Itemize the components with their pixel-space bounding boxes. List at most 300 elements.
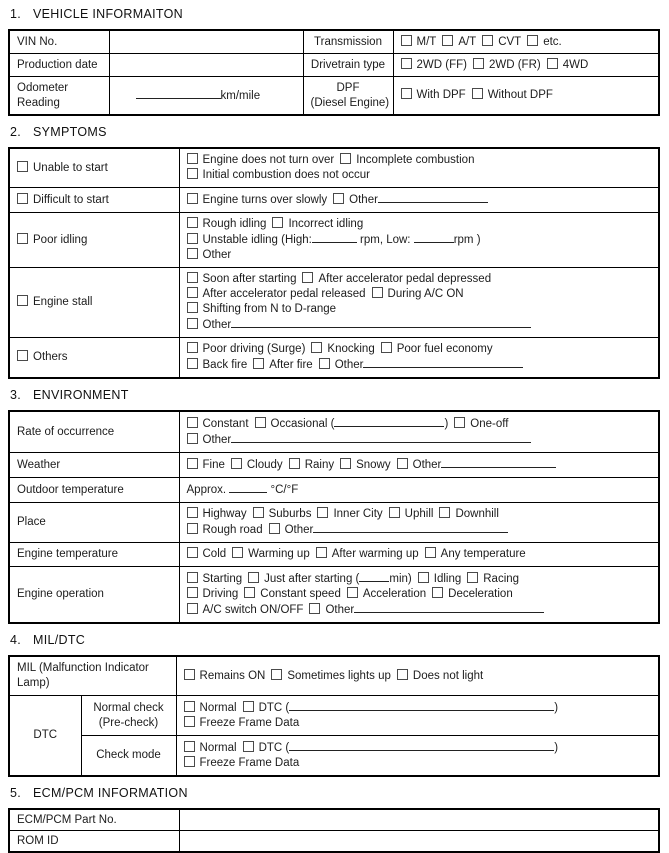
- checkbox-icon[interactable]: [187, 523, 198, 534]
- value-cell: [179, 411, 659, 453]
- checkbox-icon[interactable]: [17, 350, 28, 361]
- text-span: ): [554, 742, 559, 754]
- text-span: Transmission: [314, 35, 382, 48]
- form-line: [17, 350, 172, 365]
- checkbox-icon[interactable]: [311, 342, 322, 353]
- section-title: [9, 633, 661, 648]
- checkbox-icon[interactable]: [319, 358, 330, 369]
- label-cell: [9, 696, 81, 777]
- checkbox-icon[interactable]: [482, 35, 493, 46]
- text-span: Production date: [17, 58, 98, 71]
- text-span: Other: [284, 524, 314, 536]
- form-table: [8, 410, 660, 624]
- checkbox-icon[interactable]: [187, 572, 198, 583]
- text-span: 2WD (FF): [416, 58, 467, 71]
- text-span: Incorrect idling: [288, 218, 364, 230]
- form-line: [311, 35, 386, 50]
- text-span: Other: [202, 249, 232, 261]
- text-span: °C/°F: [267, 484, 299, 496]
- text-span: Normal: [199, 742, 237, 754]
- text-span: Freeze Frame Data: [199, 757, 300, 769]
- checkbox-icon[interactable]: [253, 358, 264, 369]
- checkbox-icon[interactable]: [372, 287, 383, 298]
- text-span: VIN No.: [17, 35, 58, 48]
- form-line: [187, 547, 652, 562]
- text-span: km/mile: [220, 89, 261, 102]
- form-line: [17, 587, 172, 602]
- text-span: Other: [349, 194, 378, 206]
- text-span: (Diesel Engine): [310, 96, 390, 109]
- value-cell: [179, 809, 659, 831]
- form-table: [8, 808, 660, 853]
- form-line: [187, 587, 652, 602]
- text-span: After fire: [269, 359, 313, 371]
- value-cell: [109, 77, 303, 116]
- label-cell: [9, 567, 179, 624]
- section-title-text: ECM/PCM INFORMATION: [33, 786, 188, 800]
- form-line: [187, 507, 652, 522]
- form-line: [187, 232, 652, 248]
- value-cell: [179, 148, 659, 188]
- label-cell: [9, 148, 179, 188]
- label-cell: [9, 30, 109, 54]
- label-cell: [9, 411, 179, 453]
- label-cell: [9, 338, 179, 379]
- form-line: [184, 669, 652, 684]
- form-line: [187, 248, 652, 263]
- text-span: Drivetrain type: [310, 58, 386, 71]
- label-cell: [9, 656, 176, 696]
- text-span: Just after starting (: [264, 573, 360, 585]
- text-span: Back fire: [202, 359, 248, 371]
- form-line: [17, 813, 172, 828]
- label-cell: [9, 809, 179, 831]
- text-span: ): [554, 702, 559, 714]
- checkbox-icon[interactable]: [381, 342, 392, 353]
- text-span: A/T: [458, 35, 477, 48]
- text-span: ROM ID: [17, 834, 59, 847]
- table-row: [9, 30, 659, 54]
- form-line: [17, 58, 102, 73]
- section-title: [9, 7, 661, 22]
- text-span: Does not light: [412, 669, 484, 682]
- section-1: [8, 7, 661, 116]
- section-4: [8, 633, 661, 777]
- text-span: Constant: [202, 418, 249, 430]
- form-line: [401, 58, 652, 73]
- text-span: During A/C ON: [387, 288, 464, 300]
- checkbox-icon[interactable]: [184, 756, 195, 767]
- form-line: [187, 457, 652, 473]
- text-span: Constant speed: [260, 588, 341, 600]
- table-row: [9, 567, 659, 624]
- text-span: Poor driving (Surge): [202, 343, 306, 355]
- checkbox-icon[interactable]: [439, 507, 450, 518]
- checkbox-icon[interactable]: [184, 741, 195, 752]
- text-span: Sometimes lights up: [287, 669, 391, 682]
- section-title-text: SYMPTOMS: [33, 125, 107, 139]
- form-line: [187, 522, 652, 538]
- text-span: Deceleration: [448, 588, 513, 600]
- label-cell: [9, 213, 179, 268]
- text-span: Poor idling: [33, 233, 88, 246]
- text-span: Other: [412, 459, 442, 471]
- checkbox-icon[interactable]: [316, 547, 327, 558]
- form-line: [401, 88, 652, 103]
- table-row: [9, 809, 659, 831]
- text-span: DTC (: [258, 702, 290, 714]
- checkbox-icon[interactable]: [454, 417, 465, 428]
- section-number: 4.: [10, 633, 22, 647]
- form-line: [184, 756, 652, 771]
- form-line: [17, 96, 102, 111]
- checkbox-icon[interactable]: [17, 233, 28, 244]
- form-table: [8, 147, 660, 379]
- form-line: [187, 317, 652, 333]
- checkbox-icon[interactable]: [347, 587, 358, 598]
- section-number: 1.: [10, 7, 22, 21]
- form-line: [89, 748, 169, 763]
- checkbox-icon[interactable]: [547, 58, 558, 69]
- section-5: [8, 786, 661, 853]
- checkbox-icon[interactable]: [397, 669, 408, 680]
- text-span: rpm ): [453, 234, 481, 246]
- checkbox-icon[interactable]: [340, 458, 351, 469]
- table-row: [9, 696, 659, 736]
- checkbox-icon[interactable]: [187, 507, 198, 518]
- form-line: [187, 482, 652, 498]
- label-cell: [81, 736, 176, 777]
- text-span: Highway: [202, 508, 247, 520]
- section-title: [9, 786, 661, 801]
- blank-line: [289, 740, 554, 751]
- value-cell: [109, 30, 303, 54]
- form-line: [184, 740, 652, 756]
- text-span: Any temperature: [440, 548, 526, 560]
- text-span: Fine: [202, 459, 225, 471]
- text-span: After accelerator pedal released: [202, 288, 366, 300]
- blank-line: [378, 192, 488, 203]
- checkbox-icon[interactable]: [401, 88, 412, 99]
- checkbox-icon[interactable]: [243, 701, 254, 712]
- checkbox-icon[interactable]: [418, 572, 429, 583]
- value-cell: [179, 478, 659, 503]
- checkbox-icon[interactable]: [187, 458, 198, 469]
- text-span: Without DPF: [487, 89, 553, 101]
- form-line: [187, 168, 652, 183]
- checkbox-icon[interactable]: [184, 669, 195, 680]
- checkbox-icon[interactable]: [425, 547, 436, 558]
- form-line: [17, 483, 172, 498]
- text-span: Occasional (: [270, 418, 335, 430]
- checkbox-icon[interactable]: [432, 587, 443, 598]
- table-row: [9, 543, 659, 567]
- form-table: [8, 655, 660, 777]
- value-cell: [393, 54, 659, 77]
- checkbox-icon[interactable]: [187, 603, 198, 614]
- text-span: Cold: [202, 548, 227, 560]
- form-line: [17, 295, 172, 310]
- text-span: Inner City: [333, 508, 383, 520]
- checkbox-icon[interactable]: [184, 716, 195, 727]
- section-3: [8, 388, 661, 624]
- table-row: [9, 736, 659, 777]
- checkbox-icon[interactable]: [255, 417, 266, 428]
- checkbox-icon[interactable]: [187, 433, 198, 444]
- value-cell: [179, 543, 659, 567]
- text-span: Outdoor temperature: [17, 483, 124, 496]
- section-2: [8, 125, 661, 379]
- form-line: [187, 217, 652, 232]
- checkbox-icon[interactable]: [289, 458, 300, 469]
- label-cell: [9, 831, 179, 853]
- value-cell: [109, 54, 303, 77]
- form-line: [17, 233, 172, 248]
- text-span: Others: [33, 351, 68, 363]
- text-span: Engine turns over slowly: [202, 194, 328, 206]
- label-cell: [9, 54, 109, 77]
- text-span: (Pre-check): [98, 716, 159, 729]
- checkbox-icon[interactable]: [467, 572, 478, 583]
- checkbox-icon[interactable]: [302, 272, 313, 283]
- text-span: Place: [17, 516, 46, 528]
- checkbox-icon[interactable]: [397, 458, 408, 469]
- form-line: [187, 571, 652, 587]
- checkbox-icon[interactable]: [17, 295, 28, 306]
- text-span: Idling: [433, 573, 462, 585]
- section-title: [9, 125, 661, 140]
- text-span: Acceleration: [362, 588, 427, 600]
- blank-line: [334, 416, 444, 427]
- blank-line: [313, 522, 508, 533]
- text-span: Freeze Frame Data: [199, 717, 300, 729]
- checkbox-icon[interactable]: [317, 507, 328, 518]
- text-span: Uphill: [404, 508, 434, 520]
- form-line: [17, 458, 172, 473]
- checkbox-icon[interactable]: [187, 233, 198, 244]
- value-cell: [81, 696, 176, 736]
- text-span: Other: [202, 434, 232, 446]
- text-span: etc.: [543, 35, 562, 48]
- checkbox-icon[interactable]: [187, 587, 198, 598]
- text-span: Initial combustion does not occur: [202, 169, 370, 181]
- text-span: Rate of occurrence: [17, 425, 115, 438]
- table-row: [9, 503, 659, 543]
- checkbox-icon[interactable]: [187, 318, 198, 329]
- form-line: [17, 81, 102, 96]
- form-line: [136, 88, 296, 104]
- text-span: Normal check: [93, 701, 164, 714]
- checkbox-icon[interactable]: [187, 417, 198, 428]
- text-span: Reading: [17, 96, 60, 109]
- form-line: [17, 676, 169, 691]
- blank-line: [354, 602, 544, 613]
- table-row: [9, 77, 659, 116]
- checkbox-icon[interactable]: [17, 161, 28, 172]
- checkbox-icon[interactable]: [187, 193, 198, 204]
- form-line: [187, 272, 652, 287]
- section-title: [9, 388, 661, 403]
- text-span: A/C switch ON/OFF: [202, 604, 304, 616]
- form-line: [17, 834, 172, 849]
- form-table: [8, 29, 660, 116]
- text-span: CVT: [498, 35, 522, 48]
- checkbox-icon[interactable]: [253, 507, 264, 518]
- checkbox-icon[interactable]: [187, 272, 198, 283]
- checkbox-icon[interactable]: [340, 153, 351, 164]
- text-span: Unstable idling (High:: [202, 234, 312, 246]
- value-cell: [393, 77, 659, 116]
- table-row: [9, 478, 659, 503]
- checkbox-icon[interactable]: [269, 523, 280, 534]
- checkbox-icon[interactable]: [184, 701, 195, 712]
- checkbox-icon[interactable]: [243, 741, 254, 752]
- checkbox-icon[interactable]: [231, 458, 242, 469]
- text-span: One-off: [470, 418, 509, 430]
- form-line: [401, 35, 652, 50]
- blank-line: [441, 457, 556, 468]
- checkbox-icon[interactable]: [187, 217, 198, 228]
- checkbox-icon[interactable]: [187, 168, 198, 179]
- form-line: [311, 58, 386, 73]
- checkbox-icon[interactable]: [248, 572, 259, 583]
- blank-line: [312, 232, 357, 243]
- form-line: [17, 425, 172, 440]
- form-line: [17, 35, 102, 50]
- blank-line: [289, 700, 554, 711]
- text-span: Warming up: [248, 548, 310, 560]
- checkbox-icon[interactable]: [271, 669, 282, 680]
- text-span: Starting: [202, 573, 243, 585]
- checkbox-icon[interactable]: [442, 35, 453, 46]
- checkbox-icon[interactable]: [401, 35, 412, 46]
- value-cell: [176, 656, 659, 696]
- section-title-text: ENVIRONMENT: [33, 388, 129, 402]
- table-row: [9, 831, 659, 853]
- value-cell: [179, 831, 659, 853]
- text-span: DTC: [33, 729, 58, 741]
- table-row: [9, 213, 659, 268]
- blank-line: [136, 88, 221, 99]
- table-row: [9, 338, 659, 379]
- table-row: [9, 148, 659, 188]
- text-span: Unable to start: [33, 161, 108, 174]
- form-line: [17, 193, 172, 208]
- text-span: Check mode: [96, 749, 161, 761]
- checkbox-icon[interactable]: [401, 58, 412, 69]
- form-line: [187, 432, 652, 448]
- label-cell: [9, 543, 179, 567]
- checkbox-icon[interactable]: [472, 88, 483, 99]
- text-span: Engine stall: [33, 296, 93, 308]
- text-span: Other: [334, 359, 364, 371]
- checkbox-icon[interactable]: [17, 193, 28, 204]
- value-cell: [179, 567, 659, 624]
- label-cell: [9, 478, 179, 503]
- form-line: [17, 547, 172, 562]
- text-span: Remains ON: [199, 669, 266, 682]
- text-span: Weather: [17, 458, 61, 471]
- text-span: After warming up: [331, 548, 419, 560]
- value-cell: [303, 77, 393, 116]
- text-span: Snowy: [356, 459, 391, 471]
- table-row: [9, 54, 659, 77]
- blank-line: [359, 571, 389, 582]
- text-span: MIL (Malfunction Indicator: [17, 662, 149, 674]
- form-line: [187, 357, 652, 373]
- checkbox-icon[interactable]: [389, 507, 400, 518]
- section-title-text: VEHICLE INFORMAITON: [33, 7, 183, 21]
- form-line: [187, 602, 652, 618]
- text-span: Cloudy: [246, 459, 283, 471]
- checkbox-icon[interactable]: [333, 193, 344, 204]
- checkbox-icon[interactable]: [187, 248, 198, 259]
- text-span: Suburbs: [268, 508, 312, 520]
- text-span: Rough road: [202, 524, 263, 536]
- form-line: [187, 192, 652, 208]
- label-cell: [9, 268, 179, 338]
- checkbox-icon[interactable]: [187, 547, 198, 558]
- form-line: [187, 342, 652, 357]
- text-span: 4WD: [562, 58, 589, 71]
- checkbox-icon[interactable]: [187, 153, 198, 164]
- text-span: Knocking: [327, 343, 375, 355]
- text-span: Odometer: [17, 81, 69, 94]
- section-number: 2.: [10, 125, 22, 139]
- text-span: Downhill: [455, 508, 499, 520]
- checkbox-icon[interactable]: [187, 302, 198, 313]
- checkbox-icon[interactable]: [527, 35, 538, 46]
- checkbox-icon[interactable]: [272, 217, 283, 228]
- text-span: Engine does not turn over: [202, 154, 335, 166]
- text-span: Rough idling: [202, 218, 267, 230]
- checkbox-icon[interactable]: [187, 358, 198, 369]
- checkbox-icon[interactable]: [187, 287, 198, 298]
- text-span: Difficult to start: [33, 193, 109, 206]
- value-cell: [176, 736, 659, 777]
- text-span: With DPF: [416, 89, 466, 101]
- checkbox-icon[interactable]: [187, 342, 198, 353]
- table-row: [9, 453, 659, 478]
- form-line: [187, 416, 652, 432]
- checkbox-icon[interactable]: [473, 58, 484, 69]
- value-cell: [393, 30, 659, 54]
- text-span: Soon after starting: [202, 273, 297, 285]
- checkbox-icon[interactable]: [309, 603, 320, 614]
- form-line: [184, 716, 652, 731]
- value-cell: [179, 268, 659, 338]
- checkbox-icon[interactable]: [244, 587, 255, 598]
- form-line: [89, 701, 169, 716]
- text-span: Other: [325, 604, 355, 616]
- form-line: [17, 515, 172, 530]
- value-cell: [303, 30, 393, 54]
- blank-line: [231, 432, 531, 443]
- table-row: [9, 656, 659, 696]
- text-span: Other: [202, 319, 232, 331]
- blank-line: [363, 357, 523, 368]
- text-span: M/T: [416, 35, 437, 48]
- form-line: [311, 81, 386, 96]
- value-cell: [179, 453, 659, 478]
- text-span: DTC (: [258, 742, 290, 754]
- checkbox-icon[interactable]: [232, 547, 243, 558]
- section-number: 5.: [10, 786, 22, 800]
- text-span: rpm, Low:: [356, 234, 414, 246]
- text-span: Engine temperature: [17, 548, 119, 560]
- text-span: After accelerator pedal depressed: [318, 273, 492, 285]
- label-cell: [9, 188, 179, 213]
